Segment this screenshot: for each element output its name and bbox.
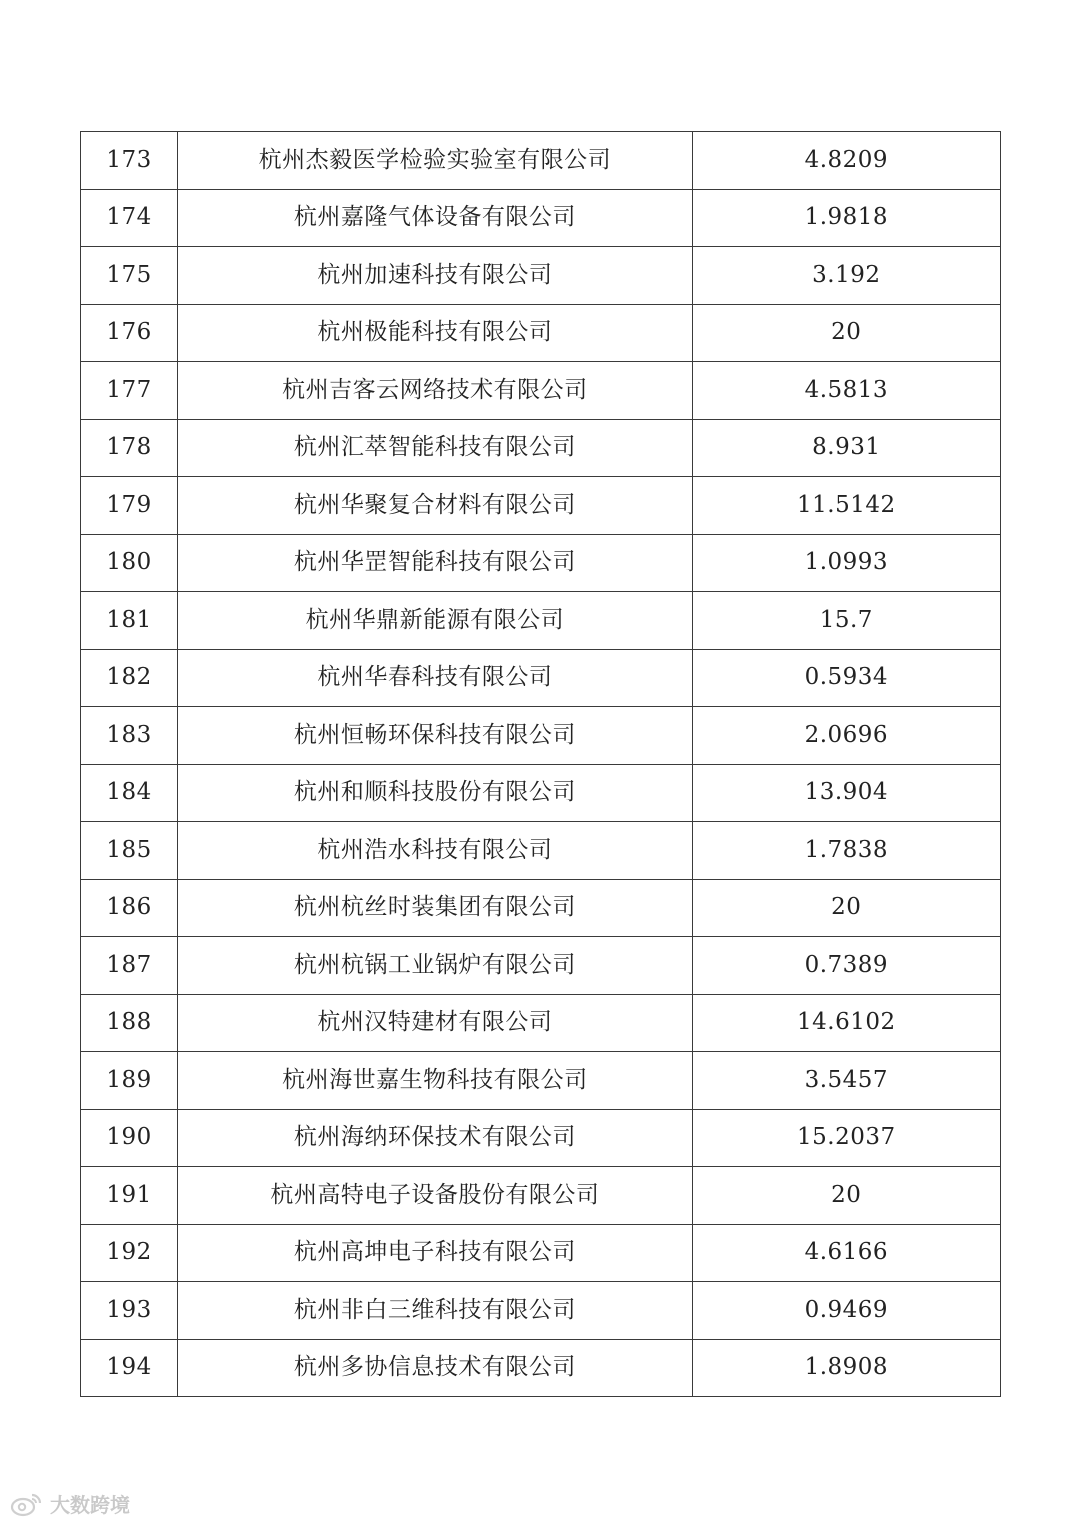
row-index-cell: 185 (81, 822, 178, 880)
table-row (81, 994, 1001, 1052)
company-name-cell: 杭州杭锅工业锅炉有限公司 (178, 937, 693, 995)
value-cell: 3.5457 (692, 1052, 1000, 1110)
company-name-cell: 杭州海世嘉生物科技有限公司 (178, 1052, 693, 1110)
company-name-cell: 杭州高坤电子科技有限公司 (178, 1224, 693, 1282)
value-cell: 11.5142 (692, 477, 1000, 535)
table-row (81, 189, 1001, 247)
row-index-cell: 191 (81, 1167, 178, 1225)
value-cell: 2.0696 (692, 707, 1000, 765)
row-index-cell: 188 (81, 994, 178, 1052)
row-index-cell: 179 (81, 477, 178, 535)
table-row (81, 419, 1001, 477)
row-index-cell: 194 (81, 1339, 178, 1397)
table-row (81, 1224, 1001, 1282)
company-name-cell: 杭州吉客云网络技术有限公司 (178, 362, 693, 420)
watermark-text: 大数跨境 (50, 1493, 130, 1517)
company-name-cell: 杭州嘉隆气体设备有限公司 (178, 189, 693, 247)
value-cell: 20 (692, 304, 1000, 362)
company-name-cell: 杭州极能科技有限公司 (178, 304, 693, 362)
value-cell: 1.7838 (692, 822, 1000, 880)
table-row (81, 534, 1001, 592)
row-index-cell: 180 (81, 534, 178, 592)
value-cell: 1.0993 (692, 534, 1000, 592)
value-cell: 1.9818 (692, 189, 1000, 247)
row-index-cell: 177 (81, 362, 178, 420)
company-name-cell: 杭州加速科技有限公司 (178, 247, 693, 305)
table-row (81, 822, 1001, 880)
company-name-cell: 杭州和顺科技股份有限公司 (178, 764, 693, 822)
table-row (81, 247, 1001, 305)
row-index-cell: 181 (81, 592, 178, 650)
company-name-cell: 杭州杭丝时装集团有限公司 (178, 879, 693, 937)
table-row (81, 477, 1001, 535)
table-row (81, 304, 1001, 362)
value-cell: 8.931 (692, 419, 1000, 477)
company-name-cell: 杭州浩水科技有限公司 (178, 822, 693, 880)
company-name-cell: 杭州汇萃智能科技有限公司 (178, 419, 693, 477)
table-row (81, 937, 1001, 995)
company-name-cell: 杭州海纳环保技术有限公司 (178, 1109, 693, 1167)
value-cell: 4.5813 (692, 362, 1000, 420)
value-cell: 20 (692, 1167, 1000, 1225)
value-cell: 13.904 (692, 764, 1000, 822)
value-cell: 1.8908 (692, 1339, 1000, 1397)
value-cell: 3.192 (692, 247, 1000, 305)
table-row (81, 132, 1001, 190)
row-index-cell: 186 (81, 879, 178, 937)
table-row (81, 649, 1001, 707)
value-cell: 20 (692, 879, 1000, 937)
value-cell: 4.8209 (692, 132, 1000, 190)
row-index-cell: 175 (81, 247, 178, 305)
table-row (81, 1339, 1001, 1397)
company-name-cell: 杭州杰毅医学检验实验室有限公司 (178, 132, 693, 190)
value-cell: 4.6166 (692, 1224, 1000, 1282)
table-body (81, 132, 1001, 1397)
value-cell: 0.9469 (692, 1282, 1000, 1340)
row-index-cell: 174 (81, 189, 178, 247)
company-name-cell: 杭州华鼎新能源有限公司 (178, 592, 693, 650)
row-index-cell: 182 (81, 649, 178, 707)
value-cell: 15.7 (692, 592, 1000, 650)
company-name-cell: 杭州非白三维科技有限公司 (178, 1282, 693, 1340)
value-cell: 15.2037 (692, 1109, 1000, 1167)
row-index-cell: 187 (81, 937, 178, 995)
row-index-cell: 183 (81, 707, 178, 765)
company-name-cell: 杭州恒畅环保科技有限公司 (178, 707, 693, 765)
company-name-cell: 杭州华罡智能科技有限公司 (178, 534, 693, 592)
watermark (10, 1489, 130, 1518)
weibo-logo-icon (10, 1491, 44, 1517)
company-name-cell: 杭州多协信息技术有限公司 (178, 1339, 693, 1397)
table-row (81, 1282, 1001, 1340)
table-row (81, 1109, 1001, 1167)
company-name-cell: 杭州华聚复合材料有限公司 (178, 477, 693, 535)
table-row (81, 879, 1001, 937)
row-index-cell: 189 (81, 1052, 178, 1110)
value-cell: 0.7389 (692, 937, 1000, 995)
table-row (81, 592, 1001, 650)
row-index-cell: 190 (81, 1109, 178, 1167)
table-row (81, 707, 1001, 765)
table-row (81, 362, 1001, 420)
row-index-cell: 173 (81, 132, 178, 190)
company-table (80, 131, 1001, 1397)
row-index-cell: 176 (81, 304, 178, 362)
company-name-cell: 杭州汉特建材有限公司 (178, 994, 693, 1052)
row-index-cell: 193 (81, 1282, 178, 1340)
value-cell: 0.5934 (692, 649, 1000, 707)
table-row (81, 1052, 1001, 1110)
row-index-cell: 192 (81, 1224, 178, 1282)
row-index-cell: 178 (81, 419, 178, 477)
company-name-cell: 杭州华春科技有限公司 (178, 649, 693, 707)
value-cell: 14.6102 (692, 994, 1000, 1052)
table-row (81, 1167, 1001, 1225)
row-index-cell: 184 (81, 764, 178, 822)
table-row (81, 764, 1001, 822)
company-name-cell: 杭州高特电子设备股份有限公司 (178, 1167, 693, 1225)
